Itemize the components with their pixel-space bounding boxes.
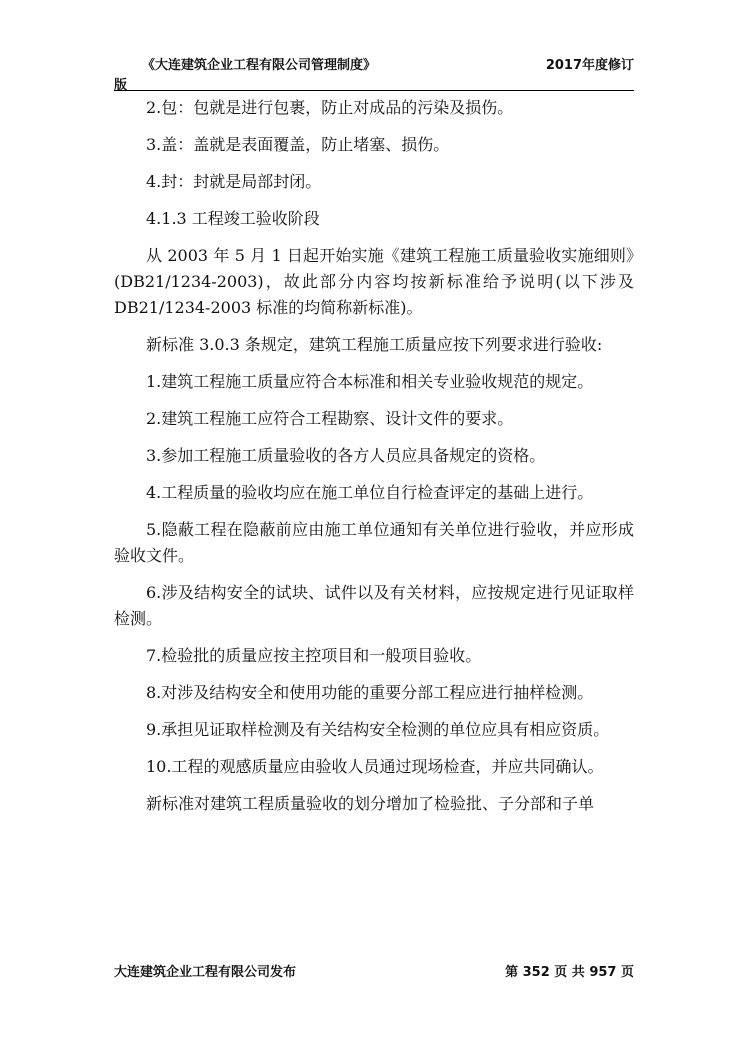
list-item: 6.涉及结构安全的试块、试件以及有关材料，应按规定进行见证取样检测。 [114, 583, 634, 628]
revision-label-wrap: 版 [114, 78, 128, 93]
paragraph: 新标准对建筑工程质量验收的划分增加了检验批、子分部和子单 [146, 794, 595, 813]
list-item: 8.对涉及结构安全和使用功能的重要分部工程应进行抽样检测。 [146, 683, 594, 702]
paragraph: 从 2003 年 5 月 1 日起开始实施《建筑工程施工质量验收实施细则》(DB21/1234-2003)，故此部分内容均按新标准给予说明(以下涉及 DB21/1234-2003 标准的均简称新标准)。 [114, 246, 634, 317]
list-item: 4.工程质量的验收均应在施工单位自行检查评定的基础上进行。 [146, 483, 594, 502]
list-item: 5.隐蔽工程在隐蔽前应由施工单位通知有关单位进行验收，并应形成验收文件。 [114, 520, 634, 565]
list-item: 1.建筑工程施工质量应符合本标准和相关专业验收规范的规定。 [146, 372, 594, 391]
page-body [114, 88, 634, 817]
list-item: 2.建筑工程施工应符合工程勘察、设计文件的要求。 [146, 409, 514, 428]
list-item: 10.工程的观感质量应由验收人员通过现场检查，并应共同确认。 [146, 757, 604, 776]
document-title: 《大连建筑企业工程有限公司管理制度》 [142, 58, 377, 73]
list-item: 3.参加工程施工质量验收的各方人员应具备规定的资格。 [146, 446, 546, 465]
page-number: 第 352 页 共 957 页 [505, 965, 634, 980]
paragraph: 3.盖：盖就是表面覆盖，防止堵塞、损伤。 [146, 135, 450, 154]
paragraph: 4.封：封就是局部封闭。 [146, 172, 322, 191]
list-item: 7.检验批的质量应按主控项目和一般项目验收。 [146, 646, 482, 665]
paragraph: 新标准 3.0.3 条规定，建筑工程施工质量应按下列要求进行验收: [146, 335, 603, 354]
paragraph: 2.包：包就是进行包裹，防止对成品的污染及损伤。 [146, 98, 514, 117]
publisher-label: 大连建筑企业工程有限公司发布 [114, 965, 297, 980]
page-footer [114, 961, 634, 981]
section-heading: 4.1.3 工程竣工验收阶段 [146, 209, 320, 228]
revision-label: 2017年度修订 [545, 58, 634, 73]
page-header [114, 52, 634, 92]
list-item: 9.承担见证取样检测及有关结构安全检测的单位应具有相应资质。 [146, 720, 610, 739]
